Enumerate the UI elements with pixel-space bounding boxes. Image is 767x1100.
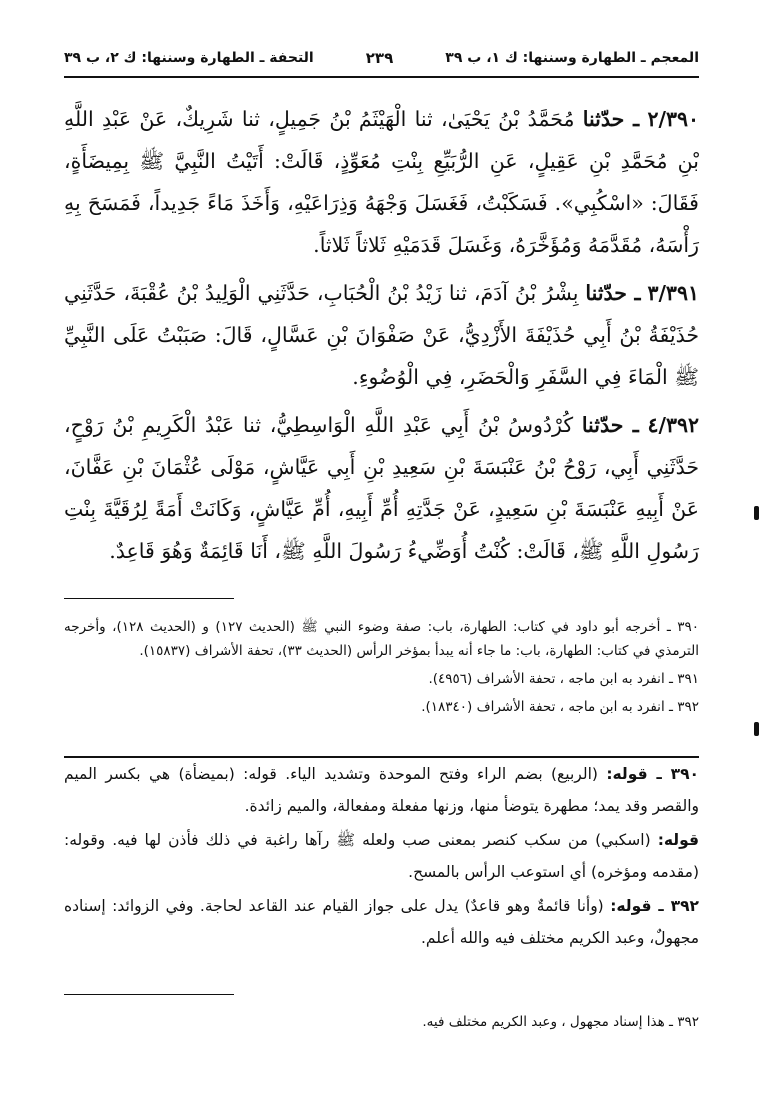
- hadith-lead: ـ حدّثنا: [585, 281, 641, 305]
- commentary-paragraph: [64, 758, 699, 822]
- takhrij-note: ٣٩١ ـ انفرد به ابن ماجه ، تحفة الأشراف (٤٩٥٦).: [428, 671, 699, 687]
- hadith-body: مُحَمَّدُ بْنُ يَحْيَىٰ، ثنا الْهَيْثَمُ بْنُ جَمِيلٍ، ثنا شَرِيكٌ، عَنْ عَبْدِ اللَّهِ بْنِ مُحَمَّدِ بْنِ عَقِيلٍ، عَنِ الرُّبَيِّعِ بِنْتِ مُعَوِّذٍ، قَالَتْ: أَتَيْتُ النَّبِيَّ ﷺ بِمِيضَأَةٍ، فَقَالَ: «اسْكُبِي». فَسَكَبْتُ، فَغَسَلَ وَجْهَهُ وَذِرَاعَيْهِ، وَأَخَذَ مَاءً جَدِيداً، فَمَسَحَ بِهِ رَأْسَهُ، مُقَدَّمَهُ وَمُؤَخَّرَهُ، وَغَسَلَ قَدَمَيْهِ ثَلاثاً ثَلاثاً.: [64, 107, 699, 257]
- commentary-key: قوله:: [657, 831, 699, 849]
- footnote-divider: [64, 598, 234, 599]
- commentary-text: (اسكبي) من سكب كنصر بمعنى صب ولعله ﷺ رآها راغبة في ذلك فأذن لها فيه. وقوله: (مقدمه ومؤخره) أي استوعب الرأس بالمسح.: [64, 831, 699, 881]
- hadith-body: بِشْرُ بْنُ آدَمَ، ثنا زَيْدُ بْنُ الْحُبَابِ، حَدَّثَنِي الْوَلِيدُ بْنُ عُقْبَةَ، حَدَّثَنِي حُذَيْفَةُ بْنُ أَبِي حُذَيْفَةَ الأَزْدِيُّ، عَنْ صَفْوَانَ بْنِ عَسَّالٍ، قَالَ: صَبَبْتُ عَلَى النَّبِيِّ ﷺ الْمَاءَ فِي السَّفَرِ وَالْحَضَرِ، فِي الْوُضُوءِ.: [64, 281, 699, 389]
- zawaid-note: [64, 1010, 699, 1034]
- hadith-390: [64, 98, 699, 266]
- header-right-title: المعجم ـ الطهارة وسننها: ك ١، ب ٣٩: [445, 50, 699, 66]
- commentary-text: (وأنا قائمةٌ وهو قاعدٌ) يدل على جواز القيام عند القاعد لحاجة. وفي الزوائد: إسناده مجهولٌ، وعبد الكريم مختلف فيه والله أعلم.: [64, 897, 699, 947]
- hadith-number: ٣/٣٩١: [647, 281, 699, 305]
- hadith-lead: ـ حدّثنا: [582, 107, 640, 131]
- hadith-392: [64, 404, 699, 572]
- hadith-lead: ـ حدّثنا: [581, 413, 639, 437]
- hadith-number: ٤/٣٩٢: [647, 413, 699, 437]
- zawaid-text: ٣٩٢ ـ هذا إسناد مجهول ، وعبد الكريم مختلف فيه.: [422, 1014, 699, 1030]
- commentary-key: ٣٩٠ ـ قوله:: [606, 765, 699, 783]
- commentary-text: (الربيع) بضم الراء وفتح الموحدة وتشديد الياء. قوله: (بميضأة) هي بكسر الميم والقصر وقد يمد؛ مطهرة يتوضأ منها، وزنها مفعلة ومفعالة، والميم زائدة.: [64, 765, 699, 815]
- takhrij-notes: [64, 615, 699, 723]
- hadith-391: [64, 272, 699, 398]
- commentary-paragraph: [64, 890, 699, 954]
- page-number: ٢٣٩: [365, 49, 394, 67]
- commentary-paragraph: [64, 824, 699, 888]
- takhrij-note: ٣٩٠ ـ أخرجه أبو داود في كتاب: الطهارة، باب: صفة وضوء النبي ﷺ (الحديث ١٢٧) و (الحديث ١٢٨)، وأخرجه الترمذي في كتاب: الطهارة، باب: ما جاء أنه يبدأ بمؤخر الرأس (الحديث ٣٣)، تحفة الأشراف (١٥٨٣٧).: [64, 619, 700, 659]
- header-left-title: التحفة ـ الطهارة وسننها: ك ٢، ب ٣٩: [64, 50, 314, 66]
- commentary: [64, 758, 699, 956]
- running-header: [64, 40, 699, 78]
- commentary-key: ٣٩٢ ـ قوله:: [610, 897, 699, 915]
- zawaid-divider: [64, 994, 234, 995]
- hadith-text: [64, 98, 699, 578]
- margin-mark: [754, 722, 759, 736]
- hadith-body: كُرْدُوسُ بْنُ أَبِي عَبْدِ اللَّهِ الْوَاسِطِيُّ، ثنا عَبْدُ الْكَرِيمِ بْنُ رَوْحٍ، حَدَّثَنِي أَبِي، رَوْحُ بْنُ عَنْبَسَةَ بْنِ سَعِيدِ بْنِ أَبِي عَيَّاشٍ، مَوْلَى عُثْمَانَ بْنِ عَفَّانَ، عَنْ أَبِيهِ عَنْبَسَةَ بْنِ سَعِيدٍ، عَنْ جَدَّتِهِ أُمِّ أَبِيهِ، أُمِّ عَيَّاشٍ، وَكَانَتْ أَمَةً لِرُقَيَّةَ بِنْتِ رَسُولِ اللَّهِ ﷺ، قَالَتْ: كُنْتُ أُوَضِّيءُ رَسُولَ اللَّهِ ﷺ، أَنَا قَائِمَةٌ وَهُوَ قَاعِدٌ.: [64, 413, 699, 563]
- margin-mark: [754, 506, 759, 520]
- takhrij-note: ٣٩٢ ـ انفرد به ابن ماجه ، تحفة الأشراف (١٨٣٤٠).: [421, 699, 699, 715]
- hadith-number: ٢/٣٩٠: [647, 107, 699, 131]
